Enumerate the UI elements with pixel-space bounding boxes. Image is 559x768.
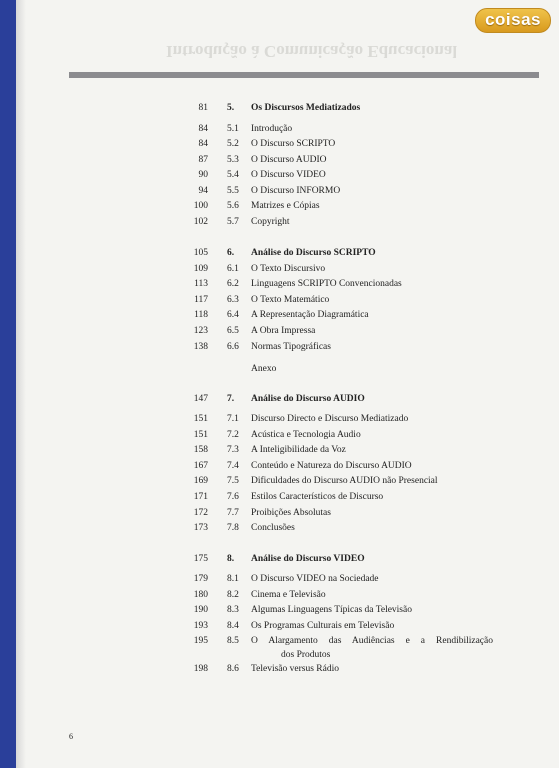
toc-section-title: Linguagens SCRIPTO Convencionadas xyxy=(251,279,402,289)
toc-section-number: 5.3 xyxy=(227,155,239,165)
toc-page-number: 180 xyxy=(193,590,208,600)
toc-section-title: Os Discursos Mediatizados xyxy=(251,103,361,113)
toc-section-title: O Discurso INFORMO xyxy=(251,186,341,196)
toc-section-number: 7.7 xyxy=(227,508,239,518)
toc-section-number: 6.5 xyxy=(227,326,239,336)
toc-section-title: Conclusões xyxy=(251,523,295,533)
toc-section-title: O Alargamento das Audiências e a Rendibilização xyxy=(251,636,493,646)
toc-title-continuation: dos Produtos xyxy=(281,650,331,660)
toc-section-number: 7.6 xyxy=(227,492,239,502)
toc-section-title: Os Programas Culturais em Televisão xyxy=(251,621,395,631)
toc-page-number: 117 xyxy=(194,295,208,305)
toc-page-number: 123 xyxy=(193,326,208,336)
toc-section-title: Discurso Directo e Discurso Mediatizado xyxy=(251,414,409,424)
toc-page-number: 195 xyxy=(193,636,208,646)
toc-section-title: Anexo xyxy=(251,364,277,374)
toc-section-title: O Discurso SCRIPTO xyxy=(251,139,336,149)
toc-section-number: 7.5 xyxy=(227,476,239,486)
toc-page-number: 90 xyxy=(198,170,208,180)
toc-section-number: 8. xyxy=(227,554,235,564)
toc-page-number: 147 xyxy=(193,394,208,404)
toc-section-number: 6.4 xyxy=(227,310,239,320)
toc-page-number: 151 xyxy=(193,430,208,440)
toc-page-number: 190 xyxy=(193,605,208,615)
toc-section-number: 7.4 xyxy=(227,461,239,471)
toc-section-number: 5.7 xyxy=(227,217,239,227)
toc-page-number: 193 xyxy=(193,621,208,631)
toc-section-number: 7. xyxy=(227,394,235,404)
toc-section-title: O Discurso VIDEO xyxy=(251,170,326,180)
toc-section-title: Algumas Linguagens Típicas da Televisão xyxy=(251,605,412,615)
toc-page-number: 105 xyxy=(193,248,208,258)
toc-section-title: Cinema e Televisão xyxy=(251,590,326,600)
toc-page-number: 171 xyxy=(193,492,208,502)
toc-section-title: Introdução xyxy=(251,124,293,134)
toc-section-title: Dificuldades do Discurso AUDIO não Presencial xyxy=(251,476,438,486)
toc-page-number: 94 xyxy=(198,186,208,196)
toc-section-number: 7.2 xyxy=(227,430,239,440)
toc-section-number: 8.6 xyxy=(227,664,239,674)
toc-section-number: 7.3 xyxy=(227,445,239,455)
toc-page-number: 175 xyxy=(193,554,208,564)
toc-section-number: 7.8 xyxy=(227,523,239,533)
toc-section-number: 8.4 xyxy=(227,621,239,631)
toc-section-title: Televisão versus Rádio xyxy=(251,664,339,674)
toc-section-number: 5.6 xyxy=(227,201,239,211)
toc-section-title: O Texto Discursivo xyxy=(251,264,326,274)
toc-section-number: 6. xyxy=(227,248,235,258)
toc-section-title: Proibições Absolutas xyxy=(251,508,331,518)
toc-section-number: 6.2 xyxy=(227,279,239,289)
toc-section-title: Copyright xyxy=(251,217,290,227)
toc-section-title: Normas Tipográficas xyxy=(251,342,331,352)
toc-page-number: 169 xyxy=(193,476,208,486)
toc-section-title: Acústica e Tecnologia Audio xyxy=(251,430,361,440)
toc-section-number: 6.6 xyxy=(227,342,239,352)
toc-page-number: 109 xyxy=(193,264,208,274)
toc-section-number: 6.1 xyxy=(227,264,239,274)
toc-page-number: 138 xyxy=(193,342,208,352)
toc-page-number: 118 xyxy=(194,310,208,320)
page-number: 6 xyxy=(69,732,73,741)
toc-section-title: O Texto Matemático xyxy=(251,295,330,305)
toc-section-number: 5.2 xyxy=(227,139,239,149)
toc-page-number: 198 xyxy=(193,664,208,674)
toc-section-title: Análise do Discurso SCRIPTO xyxy=(251,248,376,258)
toc-section-title: O Discurso VIDEO na Sociedade xyxy=(251,574,379,584)
document-page xyxy=(16,0,559,768)
toc-section-number: 5.5 xyxy=(227,186,239,196)
toc-section-title: Matrizes e Cópias xyxy=(251,201,320,211)
toc-page-number: 172 xyxy=(193,508,208,518)
toc-section-number: 5.1 xyxy=(227,124,239,134)
toc-section-number: 6.3 xyxy=(227,295,239,305)
bleed-through-header: Introdução à Comunicação Educacional xyxy=(166,42,458,61)
coisas-logo: coisas xyxy=(475,8,551,33)
toc-page-number: 87 xyxy=(198,155,208,165)
toc-page-number: 84 xyxy=(198,124,208,134)
toc-section-title: Conteúdo e Natureza do Discurso AUDIO xyxy=(251,461,412,471)
toc-section-title: Análise do Discurso AUDIO xyxy=(251,394,365,404)
toc-page-number: 84 xyxy=(198,139,208,149)
toc-page-number: 167 xyxy=(193,461,208,471)
toc-page-number: 81 xyxy=(198,103,208,113)
toc-page-number: 102 xyxy=(193,217,208,227)
toc-section-title: O Discurso AUDIO xyxy=(251,155,327,165)
toc-page-number: 113 xyxy=(194,279,208,289)
toc-page-number: 151 xyxy=(193,414,208,424)
toc-section-title: Análise do Discurso VIDEO xyxy=(251,554,365,564)
toc-section-title: A Inteligibilidade da Voz xyxy=(251,445,346,455)
toc-section-number: 7.1 xyxy=(227,414,239,424)
toc-section-number: 8.2 xyxy=(227,590,239,600)
toc-section-number: 8.3 xyxy=(227,605,239,615)
toc-section-number: 8.5 xyxy=(227,636,239,646)
toc-page-number: 100 xyxy=(193,201,208,211)
toc-section-title: Estilos Característicos de Discurso xyxy=(251,492,384,502)
toc-section-number: 5.4 xyxy=(227,170,239,180)
toc-section-number: 5. xyxy=(227,103,235,113)
toc-section-title: A Representação Diagramática xyxy=(251,310,369,320)
toc-page-number: 173 xyxy=(193,523,208,533)
toc-section-title: A Obra Impressa xyxy=(251,326,316,336)
table-of-contents xyxy=(16,0,559,768)
toc-page-number: 179 xyxy=(193,574,208,584)
toc-section-number: 8.1 xyxy=(227,574,239,584)
toc-page-number: 158 xyxy=(193,445,208,455)
